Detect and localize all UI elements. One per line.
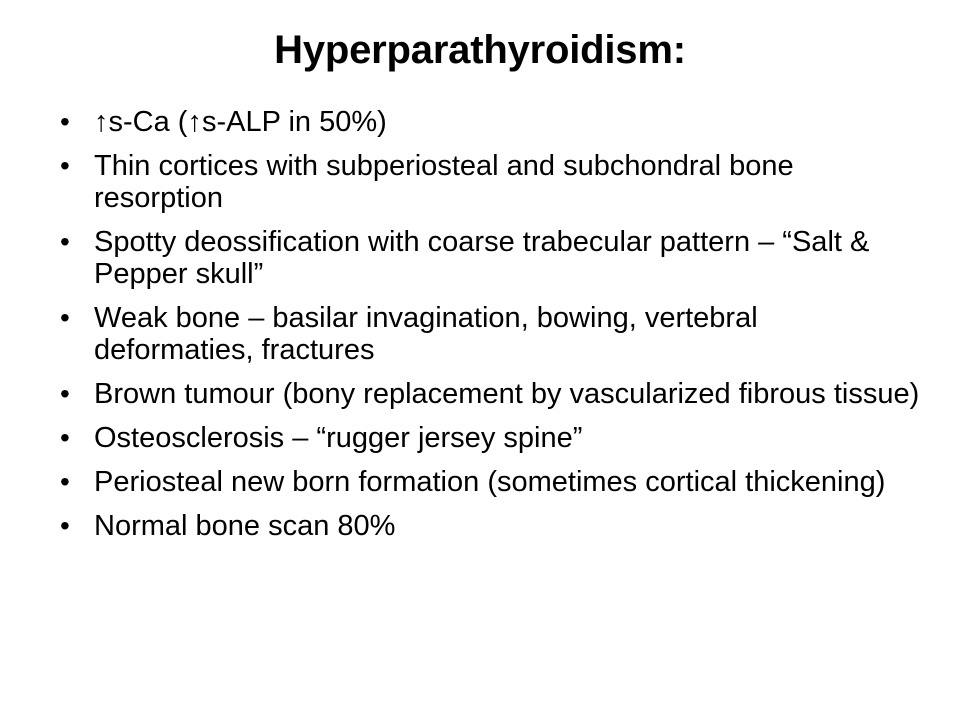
bullet-text: Brown tumour (bony replacement by vascularized fibrous tissue) — [94, 378, 920, 410]
bullet-icon: • — [60, 422, 70, 453]
bullet-item — [60, 226, 920, 290]
bullet-item — [60, 106, 920, 138]
bullet-item — [60, 302, 920, 366]
bullet-icon: • — [60, 510, 70, 541]
bullet-icon: • — [60, 106, 70, 137]
bullet-icon: • — [60, 150, 70, 181]
bullet-icon: • — [60, 378, 70, 409]
bullet-text: Normal bone scan 80% — [94, 510, 396, 542]
bullet-item — [60, 422, 920, 454]
bullet-icon: • — [60, 466, 70, 497]
bullet-list — [60, 106, 920, 554]
bullet-text: Weak bone – basilar invagination, bowing, vertebral deformaties, fractures — [94, 302, 758, 366]
bullet-item — [60, 378, 920, 410]
bullet-text: Thin cortices with subperiosteal and subchondral bone resorption — [94, 150, 794, 214]
bullet-text: Periosteal new born formation (sometimes cortical thickening) — [94, 466, 886, 498]
bullet-text: Spotty deossification with coarse trabecular pattern – “Salt & Pepper skull” — [94, 226, 870, 290]
bullet-item — [60, 150, 920, 214]
bullet-text: Osteosclerosis – “rugger jersey spine” — [94, 422, 583, 454]
bullet-item — [60, 466, 920, 498]
bullet-item — [60, 510, 920, 542]
bullet-icon: • — [60, 226, 70, 257]
bullet-icon: • — [60, 302, 70, 333]
bullet-text: ↑s-Ca (↑s-ALP in 50%) — [94, 106, 387, 138]
slide-title: Hyperparathyroidism: — [274, 28, 686, 72]
